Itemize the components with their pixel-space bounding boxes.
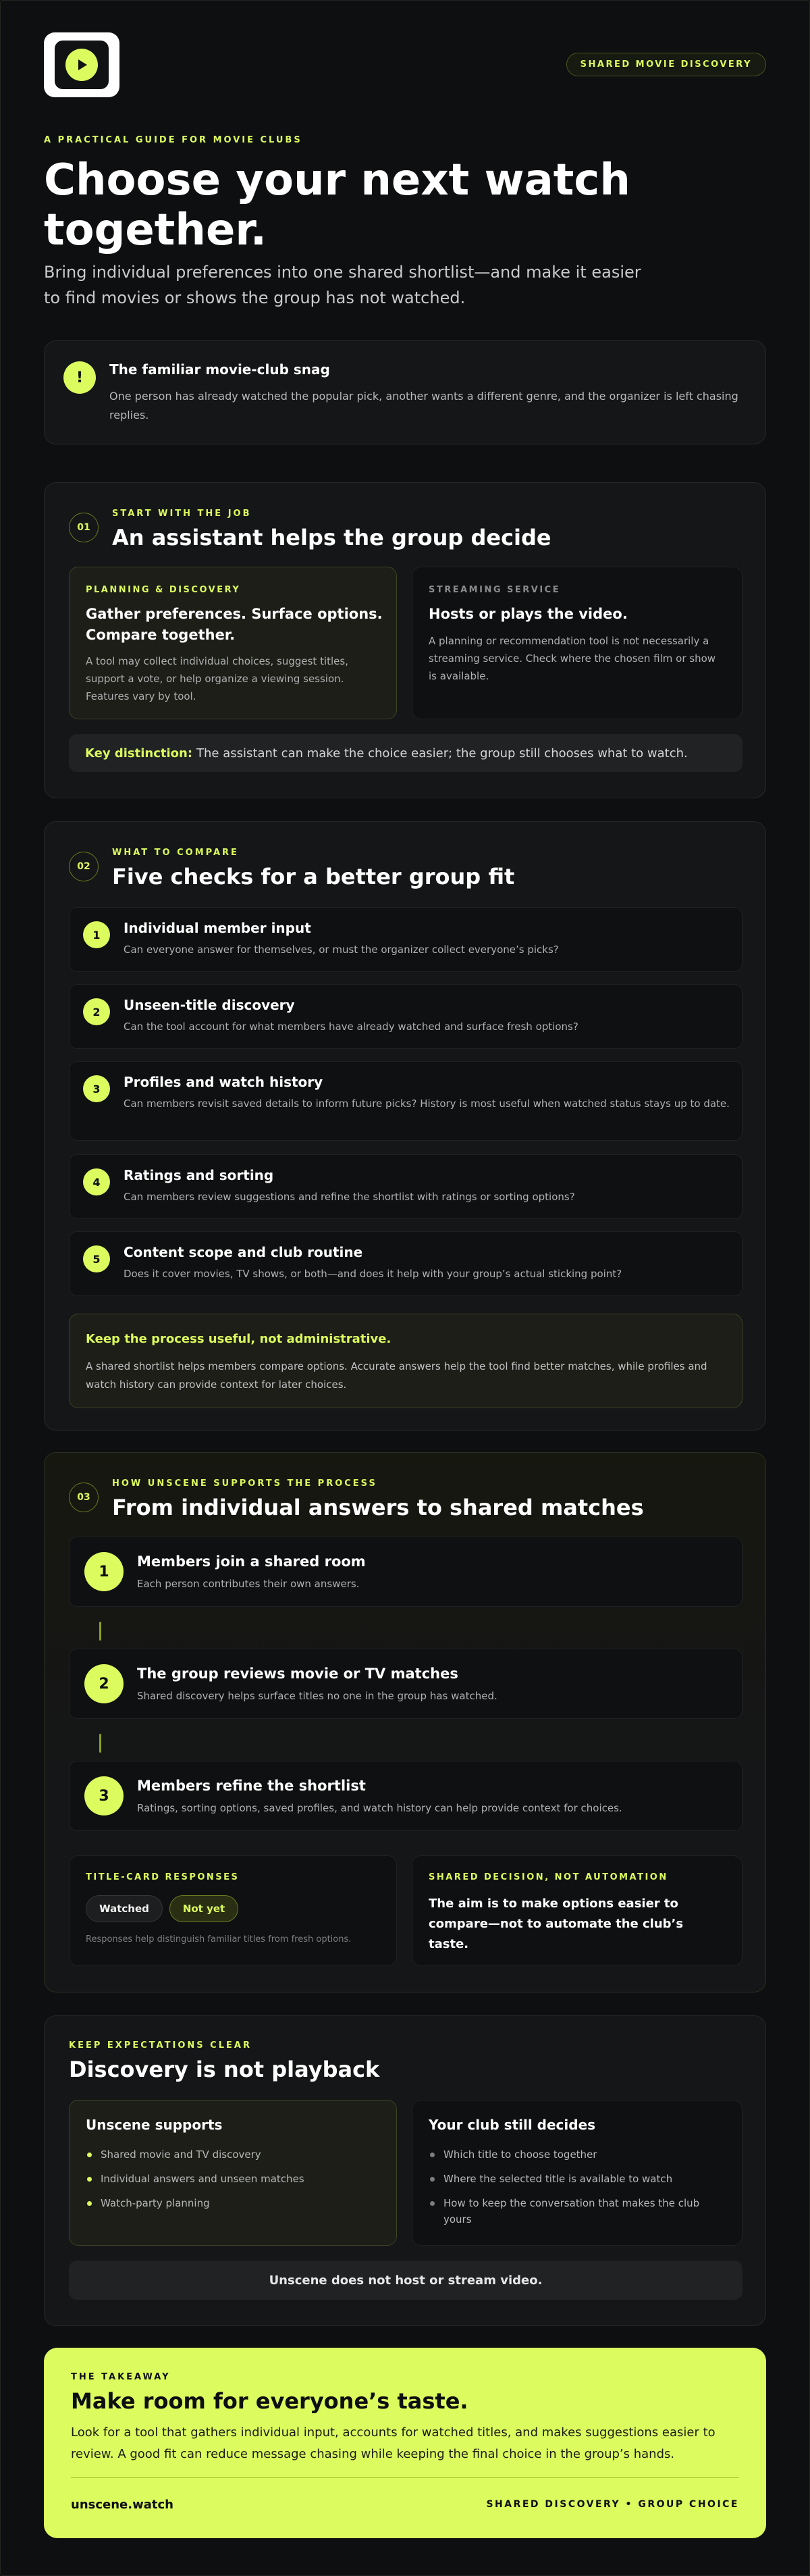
decides-list — [429, 2146, 726, 2236]
list-item: Watch-party planning — [86, 2195, 383, 2211]
check-title: Individual member input — [124, 920, 311, 936]
shared-decision-card — [412, 1855, 742, 1966]
planning-card — [69, 567, 397, 719]
supports-title: Unscene supports — [86, 2117, 223, 2133]
section-expectations — [44, 2015, 766, 2326]
takeaway-title: Make room for everyone’s taste. — [71, 2388, 468, 2414]
decision-eyebrow: SHARED DECISION, NOT AUTOMATION — [429, 1872, 668, 1882]
watched-pill[interactable]: Watched — [86, 1895, 163, 1922]
play-icon — [65, 49, 98, 81]
snag-card — [44, 340, 766, 444]
check-text: Can everyone answer for themselves, or must the organizer collect everyone’s picks? — [124, 944, 559, 956]
section-eyebrow: WHAT TO COMPARE — [112, 848, 239, 858]
step-text: Ratings, sorting options, saved profiles, and watch history can help provide context for choices. — [137, 1802, 622, 1814]
divider — [71, 2477, 739, 2478]
section-title: Discovery is not playback — [69, 2057, 380, 2082]
snag-title: The familiar movie-club snag — [109, 361, 330, 378]
takeaway-text: Look for a tool that gathers individual input, accounts for watched titles, and makes suggestions easier to review. A good fit can reduce message chasing while keeping the final choice in the group’s hands. — [71, 2425, 716, 2461]
takeaway-tagline: SHARED DISCOVERY • GROUP CHOICE — [486, 2499, 739, 2510]
alert-icon: ! — [63, 361, 96, 394]
distinction-label: Key distinction: — [85, 746, 193, 761]
planning-title: Gather preferences. Surface options. Compare together. — [86, 606, 383, 643]
step-title: The group reviews movie or TV matches — [137, 1666, 458, 1682]
check-item — [69, 1061, 742, 1141]
check-title: Unseen-title discovery — [124, 997, 295, 1013]
step-text: Shared discovery helps surface titles no one in the group has watched. — [137, 1690, 497, 1702]
check-title: Profiles and watch history — [124, 1074, 323, 1090]
decision-text: The aim is to make options easier to compare—not to automate the club’s taste. — [429, 1897, 684, 1951]
streaming-card — [412, 567, 742, 719]
not-yet-pill[interactable]: Not yet — [169, 1895, 238, 1922]
check-number: 2 — [83, 998, 110, 1025]
page-title: Choose your next watch together. — [44, 155, 630, 255]
list-item: Individual answers and unseen matches — [86, 2171, 383, 2187]
logo-inner — [55, 41, 109, 89]
process-step — [69, 1537, 742, 1607]
section-checks — [44, 821, 766, 1431]
title-card-responses — [69, 1855, 397, 1966]
list-item: Where the selected title is available to watch — [429, 2171, 726, 2187]
section-eyebrow: HOW UNSCENE SUPPORTS THE PROCESS — [112, 1478, 377, 1489]
list-item: Which title to choose together — [429, 2146, 726, 2163]
section-eyebrow: KEEP EXPECTATIONS CLEAR — [69, 2040, 252, 2051]
hero-subtitle: Bring individual preferences into one shared shortlist—and make it easier to find movies or shows the group has not watched. — [44, 263, 641, 307]
check-number: 3 — [83, 1075, 110, 1102]
responses-eyebrow: TITLE-CARD RESPONSES — [86, 1872, 240, 1882]
process-step — [69, 1649, 742, 1719]
section-title: From individual answers to shared matches — [112, 1495, 644, 1520]
check-text: Can members review suggestions and refine the shortlist with ratings or sorting options? — [124, 1191, 575, 1203]
supports-card — [69, 2100, 397, 2246]
check-item — [69, 907, 742, 972]
step-connector — [99, 1734, 101, 1753]
check-number: 1 — [83, 921, 110, 948]
section-number: 02 — [69, 852, 99, 881]
tip-text: A shared shortlist helps members compare options. Accurate answers help the tool find better matches, while profiles and watch history can provide context for later choices. — [86, 1360, 707, 1391]
check-text: Can the tool account for what members have already watched and surface fresh options? — [124, 1021, 578, 1033]
no-streaming-note: Unscene does not host or stream video. — [69, 2261, 742, 2300]
hero-eyebrow: A PRACTICAL GUIDE FOR MOVIE CLUBS — [44, 135, 302, 145]
check-title: Ratings and sorting — [124, 1167, 274, 1183]
process-tip-card — [69, 1314, 742, 1408]
step-title: Members join a shared room — [137, 1553, 366, 1570]
section-assistant — [44, 482, 766, 798]
list-item: How to keep the conversation that makes the club yours — [429, 2195, 726, 2227]
step-title: Members refine the shortlist — [137, 1778, 366, 1794]
check-number: 4 — [83, 1168, 110, 1195]
step-connector — [99, 1622, 101, 1641]
takeaway-card — [44, 2348, 766, 2538]
club-decides-card — [412, 2100, 742, 2246]
distinction-text: The assistant can make the choice easier; the group still chooses what to watch. — [196, 746, 688, 761]
header-badge: SHARED MOVIE DISCOVERY — [566, 53, 766, 76]
check-item — [69, 1231, 742, 1296]
snag-text: One person has already watched the popular pick, another wants a different genre, and the organizer is left chasing replies. — [109, 390, 738, 421]
step-text: Each person contributes their own answers. — [137, 1578, 360, 1590]
section-title: An assistant helps the group decide — [112, 525, 551, 550]
tip-title: Keep the process useful, not administrative. — [86, 1332, 392, 1346]
check-text: Can members revisit saved details to inform future picks? History is most useful when watched status stays up to date. — [124, 1098, 730, 1110]
step-number: 3 — [84, 1776, 124, 1815]
responses-note: Responses help distinguish familiar titles from fresh options. — [86, 1934, 352, 1944]
takeaway-eyebrow: THE TAKEAWAY — [71, 2372, 171, 2382]
section-number: 03 — [69, 1483, 99, 1512]
check-item — [69, 1154, 742, 1219]
check-number: 5 — [83, 1245, 110, 1272]
supports-list — [86, 2146, 383, 2219]
check-item — [69, 984, 742, 1049]
site-link[interactable]: unscene.watch — [71, 2498, 173, 2512]
check-text: Does it cover movies, TV shows, or both—and does it help with your group’s actual sticking point? — [124, 1268, 622, 1280]
streaming-eyebrow: STREAMING SERVICE — [429, 585, 561, 595]
planning-eyebrow: PLANNING & DISCOVERY — [86, 585, 241, 595]
section-process — [44, 1452, 766, 1992]
streaming-title: Hosts or plays the video. — [429, 606, 628, 622]
section-title: Five checks for a better group fit — [112, 864, 515, 890]
planning-text: A tool may collect individual choices, suggest titles, support a vote, or help organize a viewing session. Features vary by tool. — [86, 655, 348, 702]
section-number: 01 — [69, 513, 99, 542]
streaming-text: A planning or recommendation tool is not necessarily a streaming service. Check where the chosen film or show is available. — [429, 635, 716, 682]
process-step — [69, 1761, 742, 1831]
step-number: 2 — [84, 1664, 124, 1703]
step-number: 1 — [84, 1552, 124, 1591]
app-logo[interactable] — [44, 32, 119, 97]
key-distinction — [69, 734, 742, 772]
decides-title: Your club still decides — [429, 2117, 596, 2133]
list-item: Shared movie and TV discovery — [86, 2146, 383, 2163]
section-eyebrow: START WITH THE JOB — [112, 509, 252, 519]
check-title: Content scope and club routine — [124, 1244, 363, 1260]
